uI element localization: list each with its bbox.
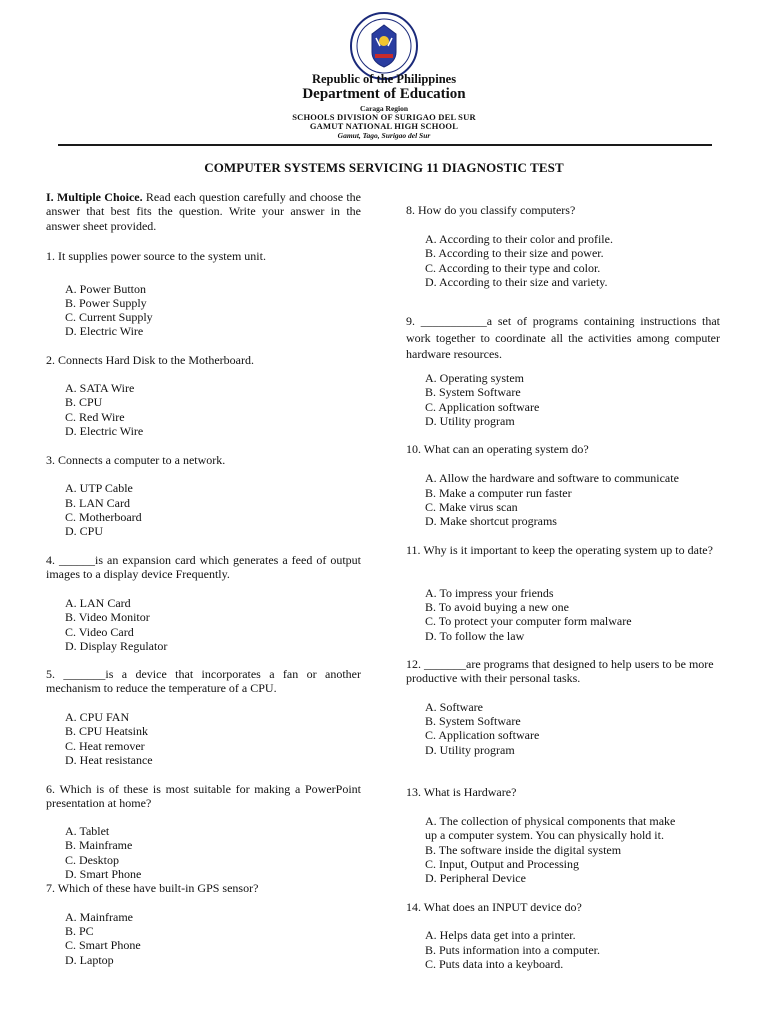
- q9-option-b: B. System Software: [425, 385, 521, 399]
- question-12: 12. _______are programs that designed to help users to be more productive with their personal tasks.: [406, 657, 714, 686]
- q13-option-d: D. Peripheral Device: [425, 871, 526, 885]
- q5-option-a: A. CPU FAN: [65, 710, 130, 724]
- deped-seal: [350, 12, 418, 80]
- q3-option-b: B. LAN Card: [65, 496, 130, 510]
- q10-option-b: B. Make a computer run faster: [425, 486, 572, 500]
- q11-option-d: D. To follow the law: [425, 629, 525, 643]
- q5-option-c: C. Heat remover: [65, 739, 145, 753]
- question-2: 2. Connects Hard Disk to the Motherboard.: [46, 353, 254, 367]
- q6-option-b: B. Mainframe: [65, 838, 133, 852]
- q12-option-d: D. Utility program: [425, 743, 515, 757]
- q2-option-b: B. CPU: [65, 395, 103, 409]
- q9-option-d: D. Utility program: [425, 414, 515, 428]
- q1-option-d: D. Electric Wire: [65, 324, 144, 338]
- q8-option-c: C. According to their type and color.: [425, 261, 601, 275]
- q12-option-c: C. Application software: [425, 728, 540, 742]
- q4-option-b: B. Video Monitor: [65, 610, 150, 624]
- q14-option-a: A. Helps data get into a printer.: [425, 928, 576, 942]
- q5-option-d: D. Heat resistance: [65, 753, 153, 767]
- question-9: 9. ___________a set of programs containing instructions that work together to coordinate all the activities among computer hardware resources.: [406, 314, 720, 361]
- q3-option-c: C. Motherboard: [65, 510, 142, 524]
- q12-option-b: B. System Software: [425, 714, 521, 728]
- q8-option-a: A. According to their color and profile.: [425, 232, 613, 246]
- q11-option-c: C. To protect your computer form malware: [425, 614, 632, 628]
- q12-option-a: A. Software: [425, 700, 483, 714]
- header-divider: [58, 144, 712, 146]
- question-14: 14. What does an INPUT device do?: [406, 900, 582, 914]
- q7-option-b: B. PC: [65, 924, 94, 938]
- q8-option-d: D. According to their size and variety.: [425, 275, 608, 289]
- q9-option-a: A. Operating system: [425, 371, 524, 385]
- q13-option-a: A. The collection of physical components that make: [425, 814, 676, 828]
- q1-option-a: A. Power Button: [65, 282, 146, 296]
- instructions-heading: I. Multiple Choice.: [46, 190, 143, 204]
- q6-option-c: C. Desktop: [65, 853, 119, 867]
- q11-option-a: A. To impress your friends: [425, 586, 554, 600]
- q4-option-c: C. Video Card: [65, 625, 134, 639]
- q10-option-a: A. Allow the hardware and software to communicate: [425, 471, 679, 485]
- q7-option-d: D. Laptop: [65, 953, 114, 967]
- q3-option-d: D. CPU: [65, 524, 104, 538]
- question-6: 6. Which is of these is most suitable for making a PowerPoint presentation at home?: [46, 782, 361, 811]
- q4-option-a: A. LAN Card: [65, 596, 131, 610]
- question-13: 13. What is Hardware?: [406, 785, 517, 799]
- q2-option-d: D. Electric Wire: [65, 424, 144, 438]
- q11-option-b: B. To avoid buying a new one: [425, 600, 569, 614]
- q10-option-d: D. Make shortcut programs: [425, 514, 557, 528]
- question-7: 7. Which of these have built-in GPS sensor?: [46, 881, 259, 895]
- instructions-text: Read each question carefully and choose the answer that best fits the question. Write your answer in the answer sheet provided.: [46, 190, 361, 233]
- q7-option-a: A. Mainframe: [65, 910, 133, 924]
- q6-option-d: D. Smart Phone: [65, 867, 142, 881]
- instructions: [46, 190, 361, 233]
- q13-option-b: B. The software inside the digital system: [425, 843, 622, 857]
- q4-option-d: D. Display Regulator: [65, 639, 168, 653]
- test-title: COMPUTER SYSTEMS SERVICING 11 DIAGNOSTIC TEST: [204, 160, 564, 175]
- q13-option-a-cont: up a computer system. You can physically hold it.: [425, 828, 664, 842]
- question-5: 5. _______is a device that incorporates a fan or another mechanism to reduce the temperature of a CPU.: [46, 667, 361, 696]
- q9-option-c: C. Application software: [425, 400, 540, 414]
- question-10: 10. What can an operating system do?: [406, 442, 589, 456]
- q2-option-a: A. SATA Wire: [65, 381, 135, 395]
- q10-option-c: C. Make virus scan: [425, 500, 518, 514]
- q7-option-c: C. Smart Phone: [65, 938, 141, 952]
- q3-option-a: A. UTP Cable: [65, 481, 133, 495]
- q2-option-c: C. Red Wire: [65, 410, 125, 424]
- division-line: SCHOOLS DIVISION OF SURIGAO DEL SUR: [292, 112, 476, 122]
- address-line: Gamut, Tago, Surigao del Sur: [337, 131, 431, 140]
- q1-option-c: C. Current Supply: [65, 310, 153, 324]
- q5-option-b: B. CPU Heatsink: [65, 724, 149, 738]
- q6-option-a: A. Tablet: [65, 824, 110, 838]
- department-line: Department of Education: [302, 86, 466, 102]
- question-11: 11. Why is it important to keep the operating system up to date?: [406, 543, 713, 557]
- republic-line: Republic of the Philippines: [311, 72, 457, 86]
- q14-option-b: B. Puts information into a computer.: [425, 943, 600, 957]
- question-1: 1. It supplies power source to the system unit.: [46, 249, 266, 263]
- question-3: 3. Connects a computer to a network.: [46, 453, 226, 467]
- q13-option-c: C. Input, Output and Processing: [425, 857, 579, 871]
- q1-option-b: B. Power Supply: [65, 296, 147, 310]
- region-line: Caraga Region: [359, 104, 409, 113]
- school-line: GAMUT NATIONAL HIGH SCHOOL: [309, 121, 459, 131]
- question-4: 4. ______is an expansion card which generates a feed of output images to a display device Frequently.: [46, 553, 361, 582]
- question-8: 8. How do you classify computers?: [406, 203, 576, 217]
- q14-option-c: C. Puts data into a keyboard.: [425, 957, 564, 971]
- q8-option-b: B. According to their size and power.: [425, 246, 604, 260]
